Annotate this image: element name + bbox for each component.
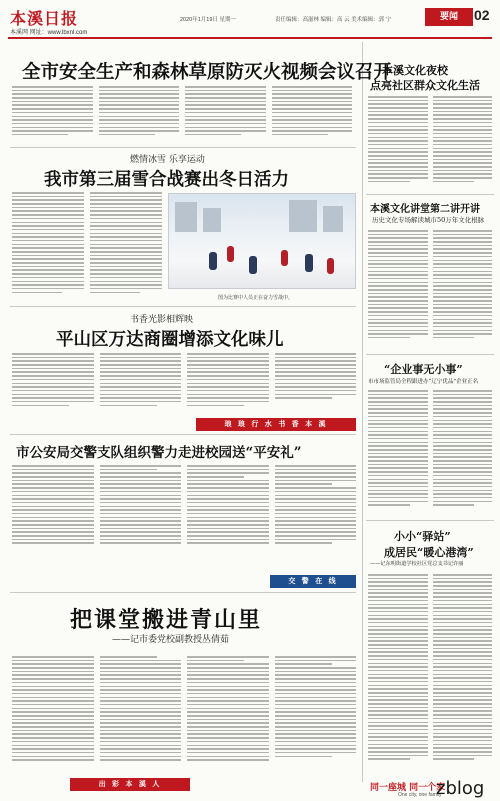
article-body-police [12, 465, 356, 561]
headline-night-school-2: 点亮社区群众文化生活 [370, 79, 480, 92]
headline-night-school-1: 本溪文化夜校 [382, 64, 448, 77]
headline-snow-battle: 我市第三届雪合战赛出冬日活力 [44, 170, 289, 190]
section-badge: 要闻 [425, 8, 473, 26]
newspaper-logo: 本溪日报 [10, 9, 79, 28]
headline-enterprise: “企业事无小事” [384, 363, 463, 376]
article-body-snow-battle [12, 192, 162, 302]
footer-tagline: One city, one family [398, 792, 442, 798]
photo-caption: 图为比赛中人员正在奋力雪战中。 [218, 295, 294, 301]
article-body-enterprise [368, 390, 492, 516]
article-body-pingshan [12, 353, 356, 415]
banner-traffic: 交 警 在 线 [270, 575, 356, 588]
kicker-snow-battle: 燃情冰雪 乐享运动 [130, 155, 205, 165]
subhead-post-station: ——记东明街道学校社区党总支书记许丽 [370, 561, 464, 567]
site-url: 本溪网 网址：www.lbxnl.com [10, 30, 88, 36]
divider [366, 194, 494, 195]
article-body-lecture-hall [368, 230, 492, 348]
headline-police: 市公安局交警支队组织警力走进校园送“平安礼” [16, 445, 302, 461]
divider [10, 592, 356, 593]
headline-post-station-1: 小小“驿站” [394, 530, 451, 543]
issue-date: 2020年1月19日 星期一 [180, 17, 236, 23]
headline-post-station-2: 成居民“暖心港湾” [384, 546, 474, 559]
headline-pingshan: 平山区万达商圈增添文化味儿 [56, 330, 284, 350]
snow-battle-photo [168, 193, 356, 289]
header-rule [8, 37, 492, 39]
headline-party-school: 把课堂搬进青山里 [70, 607, 263, 633]
page-header [0, 0, 500, 40]
article-body-post-station [368, 574, 492, 772]
banner-reading: 琅 琅 行 水 书 香 本 溪 [196, 418, 356, 431]
headline-lecture-hall: 本溪文化讲堂第二讲开讲 [370, 204, 480, 215]
column-divider [362, 42, 363, 782]
subhead-enterprise: 市市场监管局全程跟进办“辽宁优品”企业正名 [368, 379, 479, 385]
subhead-lecture-hall: 历史文化专场解读城市50万年文化根脉 [372, 216, 485, 224]
divider [10, 306, 356, 307]
editor-credits: 责任编辑：高滋林 编辑：高 云 美术编辑：郭 宁 [275, 17, 392, 23]
kicker-pingshan: 书香光影相辉映 [130, 315, 194, 325]
divider [366, 354, 494, 355]
footer-slogan: 同一座城 同一个家 [370, 783, 446, 793]
article-body-party-school [12, 656, 356, 774]
page-number: 02 [474, 7, 490, 23]
subhead-party-school: ——记市委党校副教授丛倩茹 [112, 635, 230, 645]
article-body-fire-meeting [12, 86, 352, 144]
article-body-night-school [368, 96, 492, 190]
banner-bottom: 出 彩 本 溪 人 [70, 778, 190, 791]
divider [366, 520, 494, 521]
headline-fire-meeting: 全市安全生产和森林草原防灭火视频会议召开 [22, 62, 393, 83]
watermark: zblog [436, 778, 485, 799]
divider [10, 434, 356, 435]
divider [10, 147, 356, 148]
